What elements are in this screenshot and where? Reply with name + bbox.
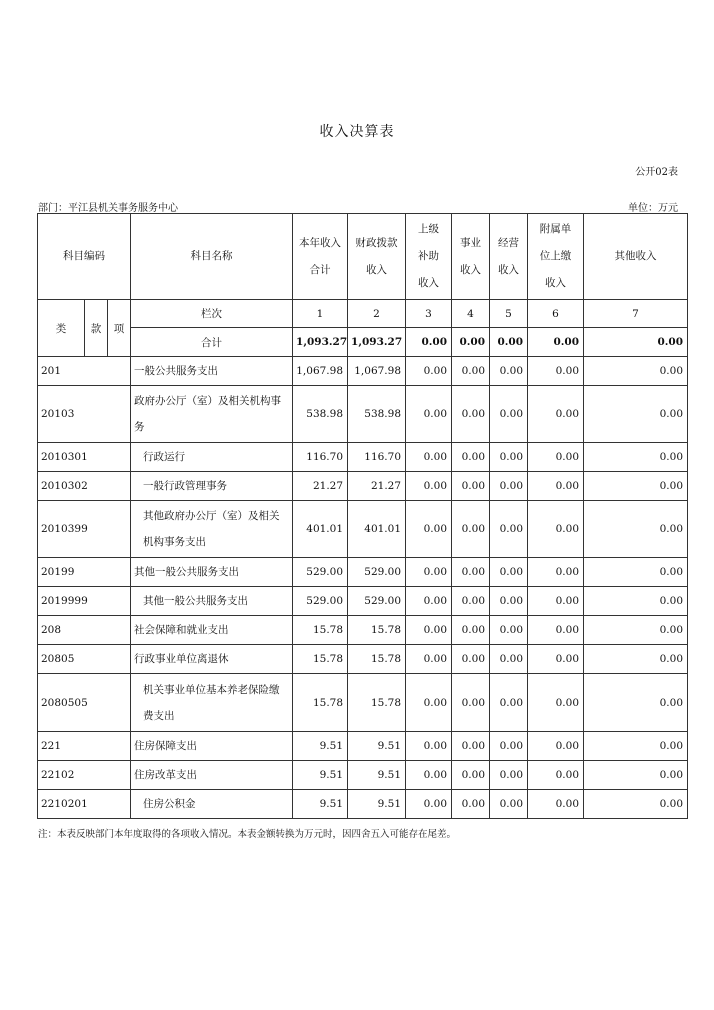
- row-code: 20103: [38, 386, 131, 443]
- row-value: 0.00: [528, 790, 584, 819]
- row-code: 2210201: [38, 790, 131, 819]
- unit-label: 单位：万元: [628, 203, 678, 214]
- header-lei: 类: [38, 300, 85, 357]
- total-value: 0.00: [528, 328, 584, 357]
- total-value: 1,093.27: [293, 328, 348, 357]
- row-value: 0.00: [584, 472, 688, 501]
- row-value: 401.01: [348, 501, 406, 558]
- row-code: 201: [38, 357, 131, 386]
- row-code: 2010302: [38, 472, 131, 501]
- row-value: 0.00: [490, 472, 528, 501]
- row-value: 0.00: [452, 587, 490, 616]
- row-code: 208: [38, 616, 131, 645]
- row-value: 0.00: [490, 790, 528, 819]
- row-code: 2010301: [38, 443, 131, 472]
- row-value: 0.00: [584, 587, 688, 616]
- row-value: 0.00: [584, 761, 688, 790]
- row-name: 行政事业单位离退休: [131, 645, 293, 674]
- row-value: 0.00: [406, 501, 452, 558]
- header-c6: 附属单 位上缴 收入: [528, 214, 584, 300]
- header-c7: 其他收入: [584, 214, 688, 300]
- row-value: 0.00: [452, 732, 490, 761]
- row-code: 2010399: [38, 501, 131, 558]
- table-row: [38, 674, 688, 732]
- row-value: 0.00: [490, 645, 528, 674]
- row-value: 9.51: [293, 790, 348, 819]
- header-xiang: 项: [108, 300, 131, 357]
- row-value: 0.00: [528, 357, 584, 386]
- row-value: 0.00: [528, 558, 584, 587]
- row-value: 15.78: [348, 645, 406, 674]
- row-value: 0.00: [490, 558, 528, 587]
- row-value: 0.00: [528, 761, 584, 790]
- row-name: 其他一般公共服务支出: [131, 558, 293, 587]
- header-name: 科目名称: [131, 214, 293, 300]
- header-c4: 事业 收入: [452, 214, 490, 300]
- row-value: 0.00: [406, 443, 452, 472]
- row-name: 社会保障和就业支出: [131, 616, 293, 645]
- total-value: 0.00: [452, 328, 490, 357]
- row-code: 20199: [38, 558, 131, 587]
- income-table: [37, 213, 688, 819]
- col-num: 3: [406, 300, 452, 328]
- row-value: 0.00: [452, 790, 490, 819]
- col-num: 5: [490, 300, 528, 328]
- row-value: 529.00: [293, 587, 348, 616]
- row-value: 0.00: [490, 501, 528, 558]
- row-value: 0.00: [406, 386, 452, 443]
- row-value: 0.00: [406, 616, 452, 645]
- row-value: 0.00: [406, 732, 452, 761]
- row-value: 529.00: [348, 587, 406, 616]
- row-name: 住房改革支出: [131, 761, 293, 790]
- row-value: 0.00: [528, 674, 584, 732]
- row-value: 0.00: [584, 357, 688, 386]
- row-value: 401.01: [293, 501, 348, 558]
- header-code: 科目编码: [38, 214, 131, 300]
- row-value: 0.00: [528, 472, 584, 501]
- total-value: 0.00: [406, 328, 452, 357]
- footnote: 注：本表反映部门本年度取得的各项收入情况。本表金额转换为万元时，因四舍五入可能存在尾差。: [38, 829, 457, 840]
- row-value: 0.00: [406, 357, 452, 386]
- col-num: 4: [452, 300, 490, 328]
- row-value: 0.00: [406, 674, 452, 732]
- row-name: 一般公共服务支出: [131, 357, 293, 386]
- row-name: 政府办公厅（室）及相关机构事务: [131, 386, 293, 443]
- row-value: 0.00: [490, 674, 528, 732]
- row-value: 1,067.98: [348, 357, 406, 386]
- row-value: 0.00: [490, 616, 528, 645]
- row-value: 15.78: [348, 616, 406, 645]
- form-number: 公开02表: [635, 167, 678, 178]
- total-row: [38, 328, 688, 357]
- row-value: 15.78: [293, 616, 348, 645]
- row-value: 0.00: [406, 645, 452, 674]
- row-value: 0.00: [452, 558, 490, 587]
- row-name: 一般行政管理事务: [131, 472, 293, 501]
- row-value: 0.00: [584, 386, 688, 443]
- column-number-row: [38, 300, 688, 328]
- row-value: 0.00: [490, 761, 528, 790]
- row-code: 221: [38, 732, 131, 761]
- row-value: 538.98: [293, 386, 348, 443]
- row-value: 21.27: [348, 472, 406, 501]
- total-value: 0.00: [490, 328, 528, 357]
- report-title: 收入决算表: [319, 124, 395, 140]
- row-value: 0.00: [452, 616, 490, 645]
- table-row: [38, 645, 688, 674]
- row-value: 0.00: [584, 558, 688, 587]
- department-label: 部门：平江县机关事务服务中心: [38, 203, 178, 214]
- row-value: 0.00: [406, 587, 452, 616]
- header-kuan: 款: [85, 300, 108, 357]
- row-name: 住房公积金: [131, 790, 293, 819]
- table-row: [38, 386, 688, 443]
- header-c1: 本年收入 合计: [293, 214, 348, 300]
- col-num: 7: [584, 300, 688, 328]
- row-value: 0.00: [452, 386, 490, 443]
- table-row: [38, 472, 688, 501]
- row-value: 0.00: [584, 616, 688, 645]
- header-row: [38, 214, 688, 300]
- table-row: [38, 501, 688, 558]
- header-lanci: 栏次: [131, 300, 293, 328]
- row-value: 15.78: [293, 674, 348, 732]
- row-value: 529.00: [293, 558, 348, 587]
- header-c2: 财政拨款 收入: [348, 214, 406, 300]
- row-name: 行政运行: [131, 443, 293, 472]
- row-value: 0.00: [528, 587, 584, 616]
- row-value: 0.00: [406, 472, 452, 501]
- row-code: 20805: [38, 645, 131, 674]
- row-value: 0.00: [452, 357, 490, 386]
- row-value: 0.00: [406, 558, 452, 587]
- row-value: 1,067.98: [293, 357, 348, 386]
- header-c3: 上级 补助 收入: [406, 214, 452, 300]
- row-value: 0.00: [584, 443, 688, 472]
- col-num: 2: [348, 300, 406, 328]
- row-name: 其他一般公共服务支出: [131, 587, 293, 616]
- row-value: 0.00: [528, 616, 584, 645]
- table-row: [38, 790, 688, 819]
- table-row: [38, 732, 688, 761]
- row-value: 0.00: [452, 472, 490, 501]
- row-value: 0.00: [528, 645, 584, 674]
- col-num: 6: [528, 300, 584, 328]
- total-value: 0.00: [584, 328, 688, 357]
- row-value: 0.00: [490, 357, 528, 386]
- row-value: 0.00: [584, 790, 688, 819]
- table-row: [38, 443, 688, 472]
- row-value: 0.00: [528, 386, 584, 443]
- row-value: 0.00: [490, 443, 528, 472]
- table-row: [38, 587, 688, 616]
- row-value: 0.00: [406, 761, 452, 790]
- row-code: 2019999: [38, 587, 131, 616]
- row-value: 538.98: [348, 386, 406, 443]
- row-value: 116.70: [293, 443, 348, 472]
- row-value: 9.51: [348, 790, 406, 819]
- table-row: [38, 761, 688, 790]
- row-value: 0.00: [528, 732, 584, 761]
- row-value: 0.00: [406, 790, 452, 819]
- row-value: 9.51: [293, 732, 348, 761]
- row-value: 0.00: [452, 761, 490, 790]
- row-value: 9.51: [348, 732, 406, 761]
- header-c5: 经营 收入: [490, 214, 528, 300]
- row-code: 22102: [38, 761, 131, 790]
- table-row: [38, 616, 688, 645]
- row-value: 0.00: [584, 501, 688, 558]
- row-value: 21.27: [293, 472, 348, 501]
- row-name: 住房保障支出: [131, 732, 293, 761]
- col-num: 1: [293, 300, 348, 328]
- row-value: 0.00: [490, 732, 528, 761]
- row-value: 0.00: [452, 645, 490, 674]
- row-value: 529.00: [348, 558, 406, 587]
- total-value: 1,093.27: [348, 328, 406, 357]
- row-value: 0.00: [584, 732, 688, 761]
- row-value: 0.00: [584, 674, 688, 732]
- row-name: 机关事业单位基本养老保险缴费支出: [131, 674, 293, 732]
- row-value: 15.78: [348, 674, 406, 732]
- row-value: 0.00: [452, 501, 490, 558]
- row-value: 116.70: [348, 443, 406, 472]
- row-value: 0.00: [452, 443, 490, 472]
- row-value: 0.00: [528, 501, 584, 558]
- row-value: 9.51: [293, 761, 348, 790]
- table-row: [38, 558, 688, 587]
- row-value: 0.00: [490, 386, 528, 443]
- row-code: 2080505: [38, 674, 131, 732]
- row-value: 0.00: [584, 645, 688, 674]
- row-name: 其他政府办公厅（室）及相关机构事务支出: [131, 501, 293, 558]
- row-value: 15.78: [293, 645, 348, 674]
- table-row: [38, 357, 688, 386]
- total-label: 合计: [131, 328, 293, 357]
- row-value: 0.00: [528, 443, 584, 472]
- row-value: 9.51: [348, 761, 406, 790]
- row-value: 0.00: [452, 674, 490, 732]
- row-value: 0.00: [490, 587, 528, 616]
